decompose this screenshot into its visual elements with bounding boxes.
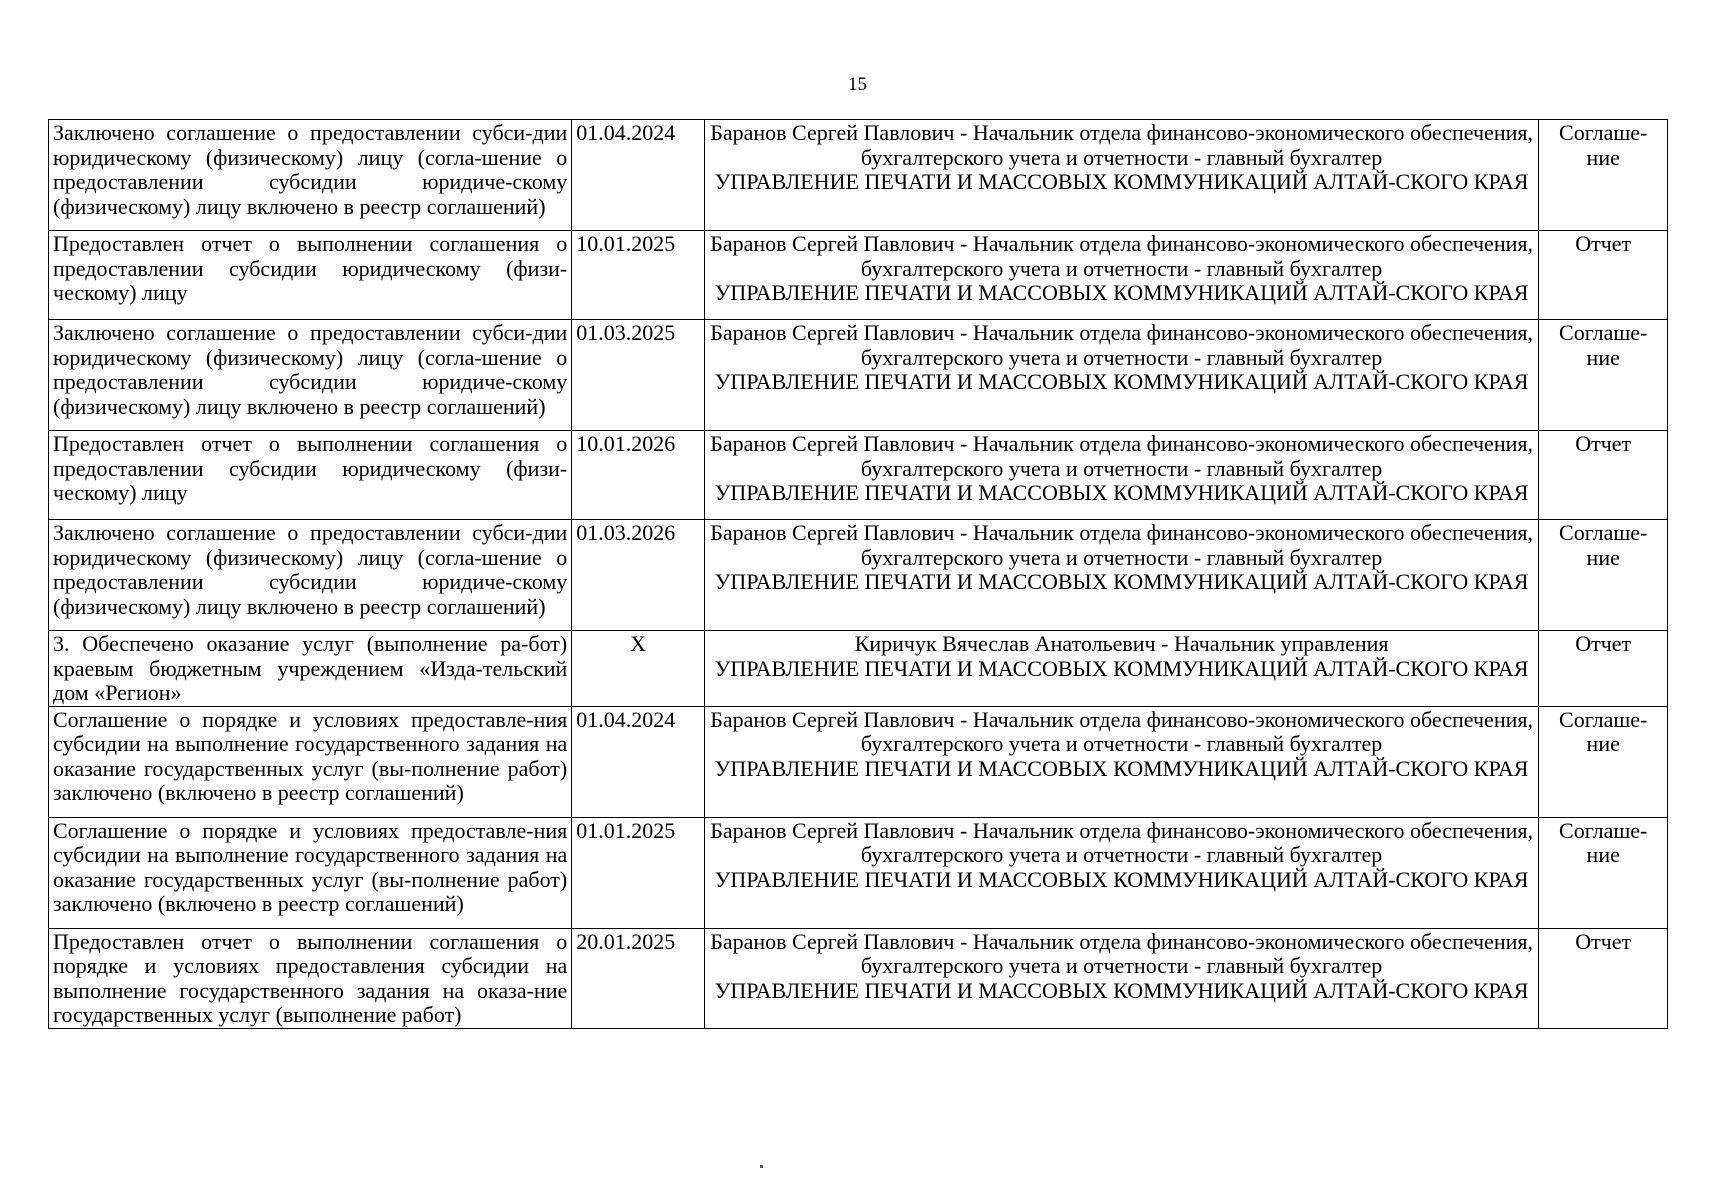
event-date: X xyxy=(572,631,705,707)
responsible-org: УПРАВЛЕНИЕ ПЕЧАТИ И МАССОВЫХ КОММУНИКАЦИЙ АЛТАЙ-СКОГО КРАЯ xyxy=(714,169,1529,194)
event-date: 01.04.2024 xyxy=(572,706,705,817)
event-description: Предоставлен отчет о выполнении соглашения о предоставлении субсидии юридическому (физи-ческому) лицу xyxy=(49,231,572,320)
responsible-person: Баранов Сергей Павлович - Начальник отдела финансово-экономического обеспечения, бухгалтерского учета и отчетности - главный бухгалтер xyxy=(710,928,1533,978)
event-description: Соглашение о порядке и условиях предоставле-ния субсидии на выполнение государственного задания на оказание государственных услуг (вы-полнение работ) заключено (включено в реестр соглашений) xyxy=(49,706,572,817)
responsible-cell xyxy=(704,231,1539,320)
document-type: Отчет xyxy=(1539,231,1668,320)
responsible-person: Баранов Сергей Павлович - Начальник отдела финансово-экономического обеспечения, бухгалтерского учета и отчетности - главный бухгалтер xyxy=(710,520,1533,570)
document-type: Отчет xyxy=(1539,928,1668,1028)
responsible-cell xyxy=(704,817,1539,928)
responsible-cell xyxy=(704,120,1539,231)
event-description: Заключено соглашение о предоставлении субси-дии юридическому (физическому) лицу (согла-шение о предоставлении субсидии юридиче-скому (физическому) лицу включено в реестр соглашений) xyxy=(49,320,572,431)
responsible-cell xyxy=(704,706,1539,817)
table-row xyxy=(49,431,1668,520)
table-row xyxy=(49,706,1668,817)
table-row xyxy=(49,231,1668,320)
responsible-org: УПРАВЛЕНИЕ ПЕЧАТИ И МАССОВЫХ КОММУНИКАЦИЙ АЛТАЙ-СКОГО КРАЯ xyxy=(714,755,1529,781)
responsible-cell xyxy=(704,431,1539,520)
responsible-person: Киричук Вячеслав Анатольевич - Начальник управления xyxy=(854,631,1389,656)
responsible-org: УПРАВЛЕНИЕ ПЕЧАТИ И МАССОВЫХ КОММУНИКАЦИЙ АЛТАЙ-СКОГО КРАЯ xyxy=(714,369,1529,394)
document-type: Соглаше-ние xyxy=(1539,320,1668,431)
responsible-org: УПРАВЛЕНИЕ ПЕЧАТИ И МАССОВЫХ КОММУНИКАЦИЙ АЛТАЙ-СКОГО КРАЯ xyxy=(714,569,1529,594)
event-date: 10.01.2026 xyxy=(572,431,705,520)
event-description: Предоставлен отчет о выполнении соглашения о порядке и условиях предоставления субсидии на выполнение государственного задания на оказа-ние государственных услуг (выполнение работ) xyxy=(49,928,572,1028)
responsible-person: Баранов Сергей Павлович - Начальник отдела финансово-экономического обеспечения, бухгалтерского учета и отчетности - главный бухгалтер xyxy=(710,120,1533,170)
table-row xyxy=(49,320,1668,431)
event-date: 10.01.2025 xyxy=(572,231,705,320)
page-number: 15 xyxy=(848,74,867,95)
table-row xyxy=(49,817,1668,928)
responsible-org: УПРАВЛЕНИЕ ПЕЧАТИ И МАССОВЫХ КОММУНИКАЦИЙ АЛТАЙ-СКОГО КРАЯ xyxy=(714,866,1529,892)
event-date: 01.04.2024 xyxy=(572,120,705,231)
document-type: Соглаше-ние xyxy=(1539,120,1668,231)
responsible-org: УПРАВЛЕНИЕ ПЕЧАТИ И МАССОВЫХ КОММУНИКАЦИЙ АЛТАЙ-СКОГО КРАЯ xyxy=(714,280,1529,305)
document-type: Соглаше-ние xyxy=(1539,817,1668,928)
event-description: 3. Обеспечено оказание услуг (выполнение ра-бот) краевым бюджетным учреждением «Изда-тельский дом «Регион» xyxy=(49,631,572,707)
event-date: 01.03.2026 xyxy=(572,520,705,631)
responsible-cell xyxy=(704,520,1539,631)
event-date: 01.03.2025 xyxy=(572,320,705,431)
event-description: Соглашение о порядке и условиях предоставле-ния субсидии на выполнение государственного задания на оказание государственных услуг (вы-полнение работ) заключено (включено в реестр соглашений) xyxy=(49,817,572,928)
responsible-cell xyxy=(704,928,1539,1028)
scan-speck xyxy=(760,1165,763,1168)
table-row xyxy=(49,520,1668,631)
plan-table xyxy=(48,119,1668,1029)
document-type: Отчет xyxy=(1539,431,1668,520)
table-row xyxy=(49,928,1668,1028)
responsible-org: УПРАВЛЕНИЕ ПЕЧАТИ И МАССОВЫХ КОММУНИКАЦИЙ АЛТАЙ-СКОГО КРАЯ xyxy=(714,480,1529,505)
event-date: 01.01.2025 xyxy=(572,817,705,928)
responsible-org: УПРАВЛЕНИЕ ПЕЧАТИ И МАССОВЫХ КОММУНИКАЦИЙ АЛТАЙ-СКОГО КРАЯ xyxy=(714,977,1529,1003)
responsible-person: Баранов Сергей Павлович - Начальник отдела финансово-экономического обеспечения, бухгалтерского учета и отчетности - главный бухгалтер xyxy=(710,431,1533,481)
responsible-person: Баранов Сергей Павлович - Начальник отдела финансово-экономического обеспечения, бухгалтерского учета и отчетности - главный бухгалтер xyxy=(710,817,1533,867)
responsible-cell xyxy=(704,320,1539,431)
table-row xyxy=(49,631,1668,707)
event-date: 20.01.2025 xyxy=(572,928,705,1028)
document-type: Соглаше-ние xyxy=(1539,520,1668,631)
document-type: Соглаше-ние xyxy=(1539,706,1668,817)
responsible-person: Баранов Сергей Павлович - Начальник отдела финансово-экономического обеспечения, бухгалтерского учета и отчетности - главный бухгалтер xyxy=(710,231,1533,281)
event-description: Заключено соглашение о предоставлении субси-дии юридическому (физическому) лицу (согла-шение о предоставлении субсидии юридиче-скому (физическому) лицу включено в реестр соглашений) xyxy=(49,120,572,231)
responsible-person: Баранов Сергей Павлович - Начальник отдела финансово-экономического обеспечения, бухгалтерского учета и отчетности - главный бухгалтер xyxy=(710,706,1533,756)
responsible-person: Баранов Сергей Павлович - Начальник отдела финансово-экономического обеспечения, бухгалтерского учета и отчетности - главный бухгалтер xyxy=(710,320,1533,370)
responsible-org: УПРАВЛЕНИЕ ПЕЧАТИ И МАССОВЫХ КОММУНИКАЦИЙ АЛТАЙ-СКОГО КРАЯ xyxy=(714,655,1529,681)
event-description: Заключено соглашение о предоставлении субси-дии юридическому (физическому) лицу (согла-шение о предоставлении субсидии юридиче-скому (физическому) лицу включено в реестр соглашений) xyxy=(49,520,572,631)
document-type: Отчет xyxy=(1539,631,1668,707)
event-description: Предоставлен отчет о выполнении соглашения о предоставлении субсидии юридическому (физи-ческому) лицу xyxy=(49,431,572,520)
table-row xyxy=(49,120,1668,231)
responsible-cell xyxy=(704,631,1539,707)
